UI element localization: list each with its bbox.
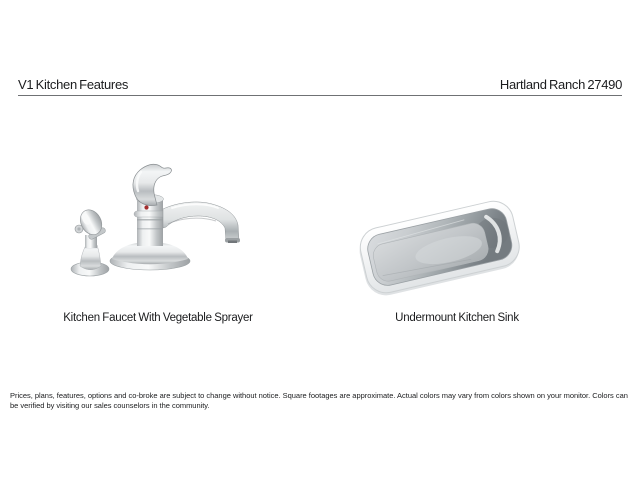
kitchen-faucet-image [60, 160, 260, 285]
legal-disclaimer: Prices, plans, features, options and co-broke are subject to change without notice. Square footages are approximate. Actual colors may vary from colors shown on your monitor. Colors can be verified by visiting our sales counselors in the community. [10, 391, 628, 410]
faucet-body-graphic [110, 164, 240, 270]
vegetable-sprayer-graphic [71, 206, 109, 276]
undermount-sink-image [345, 190, 535, 300]
temperature-indicator-dot [144, 205, 148, 209]
header-divider [18, 95, 622, 96]
kitchen-faucet-caption: Kitchen Faucet With Vegetable Sprayer [63, 312, 253, 324]
sink-bowl-graphic [355, 197, 524, 299]
community-plan-title: Hartland Ranch 27490 [499, 77, 622, 92]
kitchen-faucet-figure [60, 160, 260, 285]
undermount-sink-figure [345, 190, 535, 300]
page-title: V1 Kitchen Features [18, 77, 129, 92]
undermount-sink-caption: Undermount Kitchen Sink [395, 312, 519, 324]
